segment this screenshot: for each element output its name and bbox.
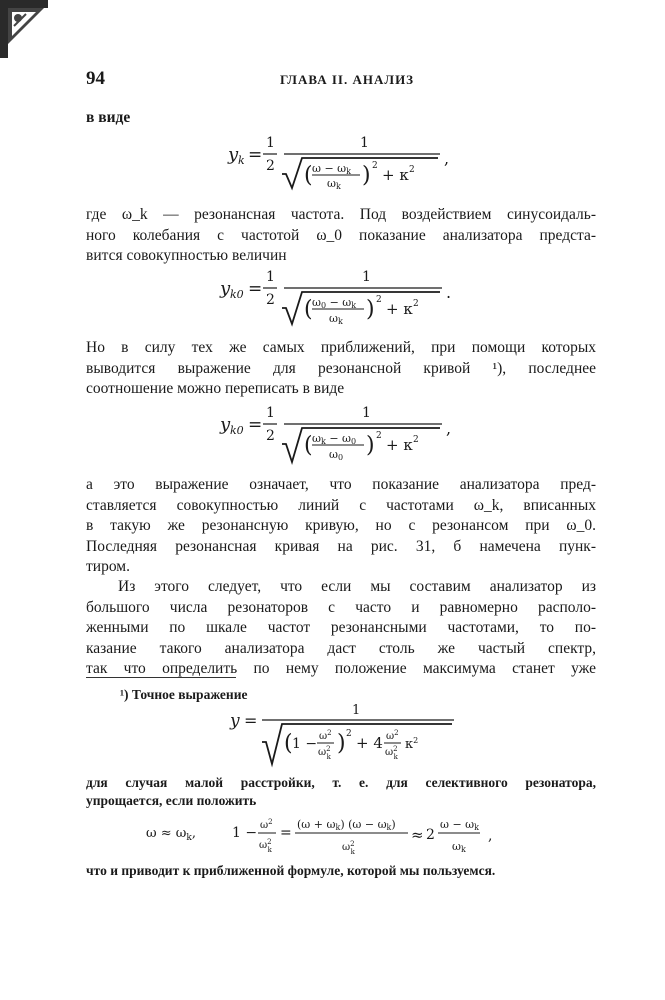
svg-text:,: , — [488, 828, 493, 844]
text-line: а это выражение означает, что показание анализатора пред- — [86, 476, 596, 493]
svg-text:ω − ωk: ω − ωk — [312, 162, 352, 176]
paragraph-3 — [86, 475, 596, 578]
svg-text:ω − ωk: ω − ωk — [440, 818, 480, 832]
svg-text:y: y — [220, 414, 231, 435]
text-line: соотношение можно переписать в виде — [86, 380, 345, 397]
page-number: 94 — [86, 68, 105, 89]
svg-text:ω0: ω0 — [329, 448, 344, 462]
svg-text:=: = — [280, 825, 292, 841]
svg-text:.: . — [446, 283, 452, 302]
svg-text:ωk: ωk — [452, 840, 466, 854]
svg-text:2: 2 — [266, 292, 275, 308]
svg-text:ω2: $\omega^2$ — [386, 729, 399, 742]
text-line: Из этого следует, что если мы составим анализатор из — [118, 578, 596, 595]
text-line: так что определить по нему положение максимума станет уже — [86, 660, 596, 677]
svg-text:=: = — [248, 145, 263, 165]
svg-text:+ κ: + κ — [386, 300, 413, 318]
svg-text:2: 2 — [413, 299, 419, 309]
svg-text:ωk: ωk — [327, 177, 341, 191]
footnote-end: что и приводит к приближенной формуле, которой мы пользуемся. — [86, 863, 496, 878]
running-head: ГЛАВА II. АНАЛИЗ — [280, 72, 415, 87]
paragraph-1 — [86, 205, 596, 267]
paragraph-4 — [86, 577, 596, 680]
text-line: где ω_k — резонансная частота. Под воздействием синусоидаль- — [86, 206, 596, 223]
svg-text:ω2k: $\omega^2$ k — [259, 838, 272, 854]
svg-text:1: 1 — [352, 703, 361, 718]
svg-text:k0: k0 — [230, 424, 244, 437]
svg-text:,: , — [444, 149, 450, 168]
text-line: в такую же резонансную кривую, но с резонансом при ω_0. — [86, 517, 596, 534]
svg-text:1: 1 — [266, 405, 275, 421]
text-line: Последняя резонансная кривая на рис. 31, б намечена пунк- — [86, 537, 596, 555]
svg-text:+ 4: + 4 — [356, 734, 383, 752]
svg-text:=: = — [248, 279, 263, 299]
svg-text:y: y — [228, 144, 239, 165]
svg-text:ω0 − ωk: ω0 − ωk — [312, 296, 357, 310]
svg-text:2: 2 — [413, 435, 419, 445]
svg-text:+ κ: + κ — [382, 166, 409, 184]
svg-text:ω2k: $\omega^2$ k — [385, 745, 398, 761]
equation-1 — [220, 130, 460, 192]
text-line: Но в силу тех же самых приближений, при помощи которых — [86, 339, 596, 356]
svg-text:2: 2 — [266, 428, 275, 444]
text-line: выводится выражение для резонансной кривой ¹), последнее — [86, 359, 596, 377]
svg-text:2: 2 — [376, 431, 382, 441]
text-line: упрощается, если положить — [86, 793, 257, 808]
corner-ornament-icon — [0, 0, 48, 58]
svg-text:+ κ: + κ — [386, 436, 413, 454]
paragraph-2 — [86, 338, 596, 400]
text-line: большого числа резонаторов с часто и равномерно располо- — [86, 598, 596, 616]
svg-text:y: y — [220, 278, 231, 299]
intro-text: в виде — [86, 109, 131, 126]
text-line: ставляется совокупностью линий с частотами ω_k, вписанных — [86, 496, 596, 514]
equation-2 — [212, 264, 462, 328]
svg-text:ω2k: $\omega^2$ k — [318, 745, 331, 761]
svg-text:κ2: $\kappa^2$ — [405, 736, 419, 752]
svg-text:ω2: $\omega^2$ — [319, 729, 332, 742]
svg-text:(: ( — [304, 433, 313, 458]
equation-4 — [222, 698, 462, 770]
svg-text:(: ( — [304, 297, 313, 322]
svg-text:k: k — [238, 154, 245, 167]
svg-text:2: 2 — [372, 161, 378, 171]
text-line: казание такого анализатора даст столь же частый спектр, — [86, 639, 596, 657]
svg-text:2: 2 — [376, 295, 382, 305]
svg-text:2: 2 — [346, 729, 352, 739]
text-line: вится совокупностью величин — [86, 247, 287, 264]
svg-text:=: = — [248, 415, 263, 435]
svg-text:(: ( — [284, 731, 293, 756]
svg-text:ω2: $\omega^2$ — [260, 818, 273, 831]
footnote-middle — [86, 774, 596, 810]
svg-text:1: 1 — [362, 405, 371, 421]
footnote-divider — [86, 677, 236, 678]
svg-text:(ω + ωk) (ω − ωk): (ω + ωk) (ω − ωk) — [297, 818, 396, 832]
svg-text:,: , — [446, 419, 452, 438]
svg-text:): ) — [362, 163, 371, 188]
footnote-intro-text: Точное выражение — [131, 687, 248, 702]
svg-text:2: 2 — [426, 827, 435, 843]
svg-text:2: 2 — [266, 158, 275, 174]
svg-text:y: y — [230, 711, 240, 731]
svg-text:): ) — [366, 433, 375, 458]
svg-text:k0: k0 — [230, 288, 244, 301]
text-line: женными по шкале частот резонансными частотами, то по- — [86, 619, 596, 636]
text-line: ного колебания с частотой ω_0 показание анализатора предста- — [86, 226, 596, 244]
svg-text:≈: ≈ — [411, 826, 424, 844]
svg-text:(: ( — [304, 163, 313, 188]
svg-text:ω2k: $\omega^2$ k — [342, 840, 355, 856]
svg-text:1: 1 — [362, 269, 371, 285]
svg-text:1 −: 1 − — [292, 736, 318, 752]
svg-text:1: 1 — [266, 135, 275, 151]
svg-text:1: 1 — [360, 135, 369, 151]
svg-text:): ) — [337, 731, 346, 756]
svg-text:1: 1 — [266, 269, 275, 285]
equation-3 — [212, 400, 462, 466]
equation-5 — [140, 810, 590, 864]
svg-text:): ) — [366, 297, 375, 322]
svg-text:ωk − ω0: ωk − ω0 — [312, 432, 357, 446]
text-line: тиром. — [86, 558, 130, 575]
svg-text:2: 2 — [409, 165, 415, 175]
text-line: для случая малой расстройки, т. е. для селективного резонатора, — [86, 775, 596, 790]
svg-text:ω ≈ ωk,: $\omega \approx \omega_k$, — [146, 826, 196, 843]
svg-text:1 −: 1 − — [232, 825, 258, 841]
svg-text:=: = — [244, 711, 258, 730]
svg-text:ωk: ωk — [329, 312, 343, 326]
footnote-marker: ¹) — [120, 687, 129, 702]
